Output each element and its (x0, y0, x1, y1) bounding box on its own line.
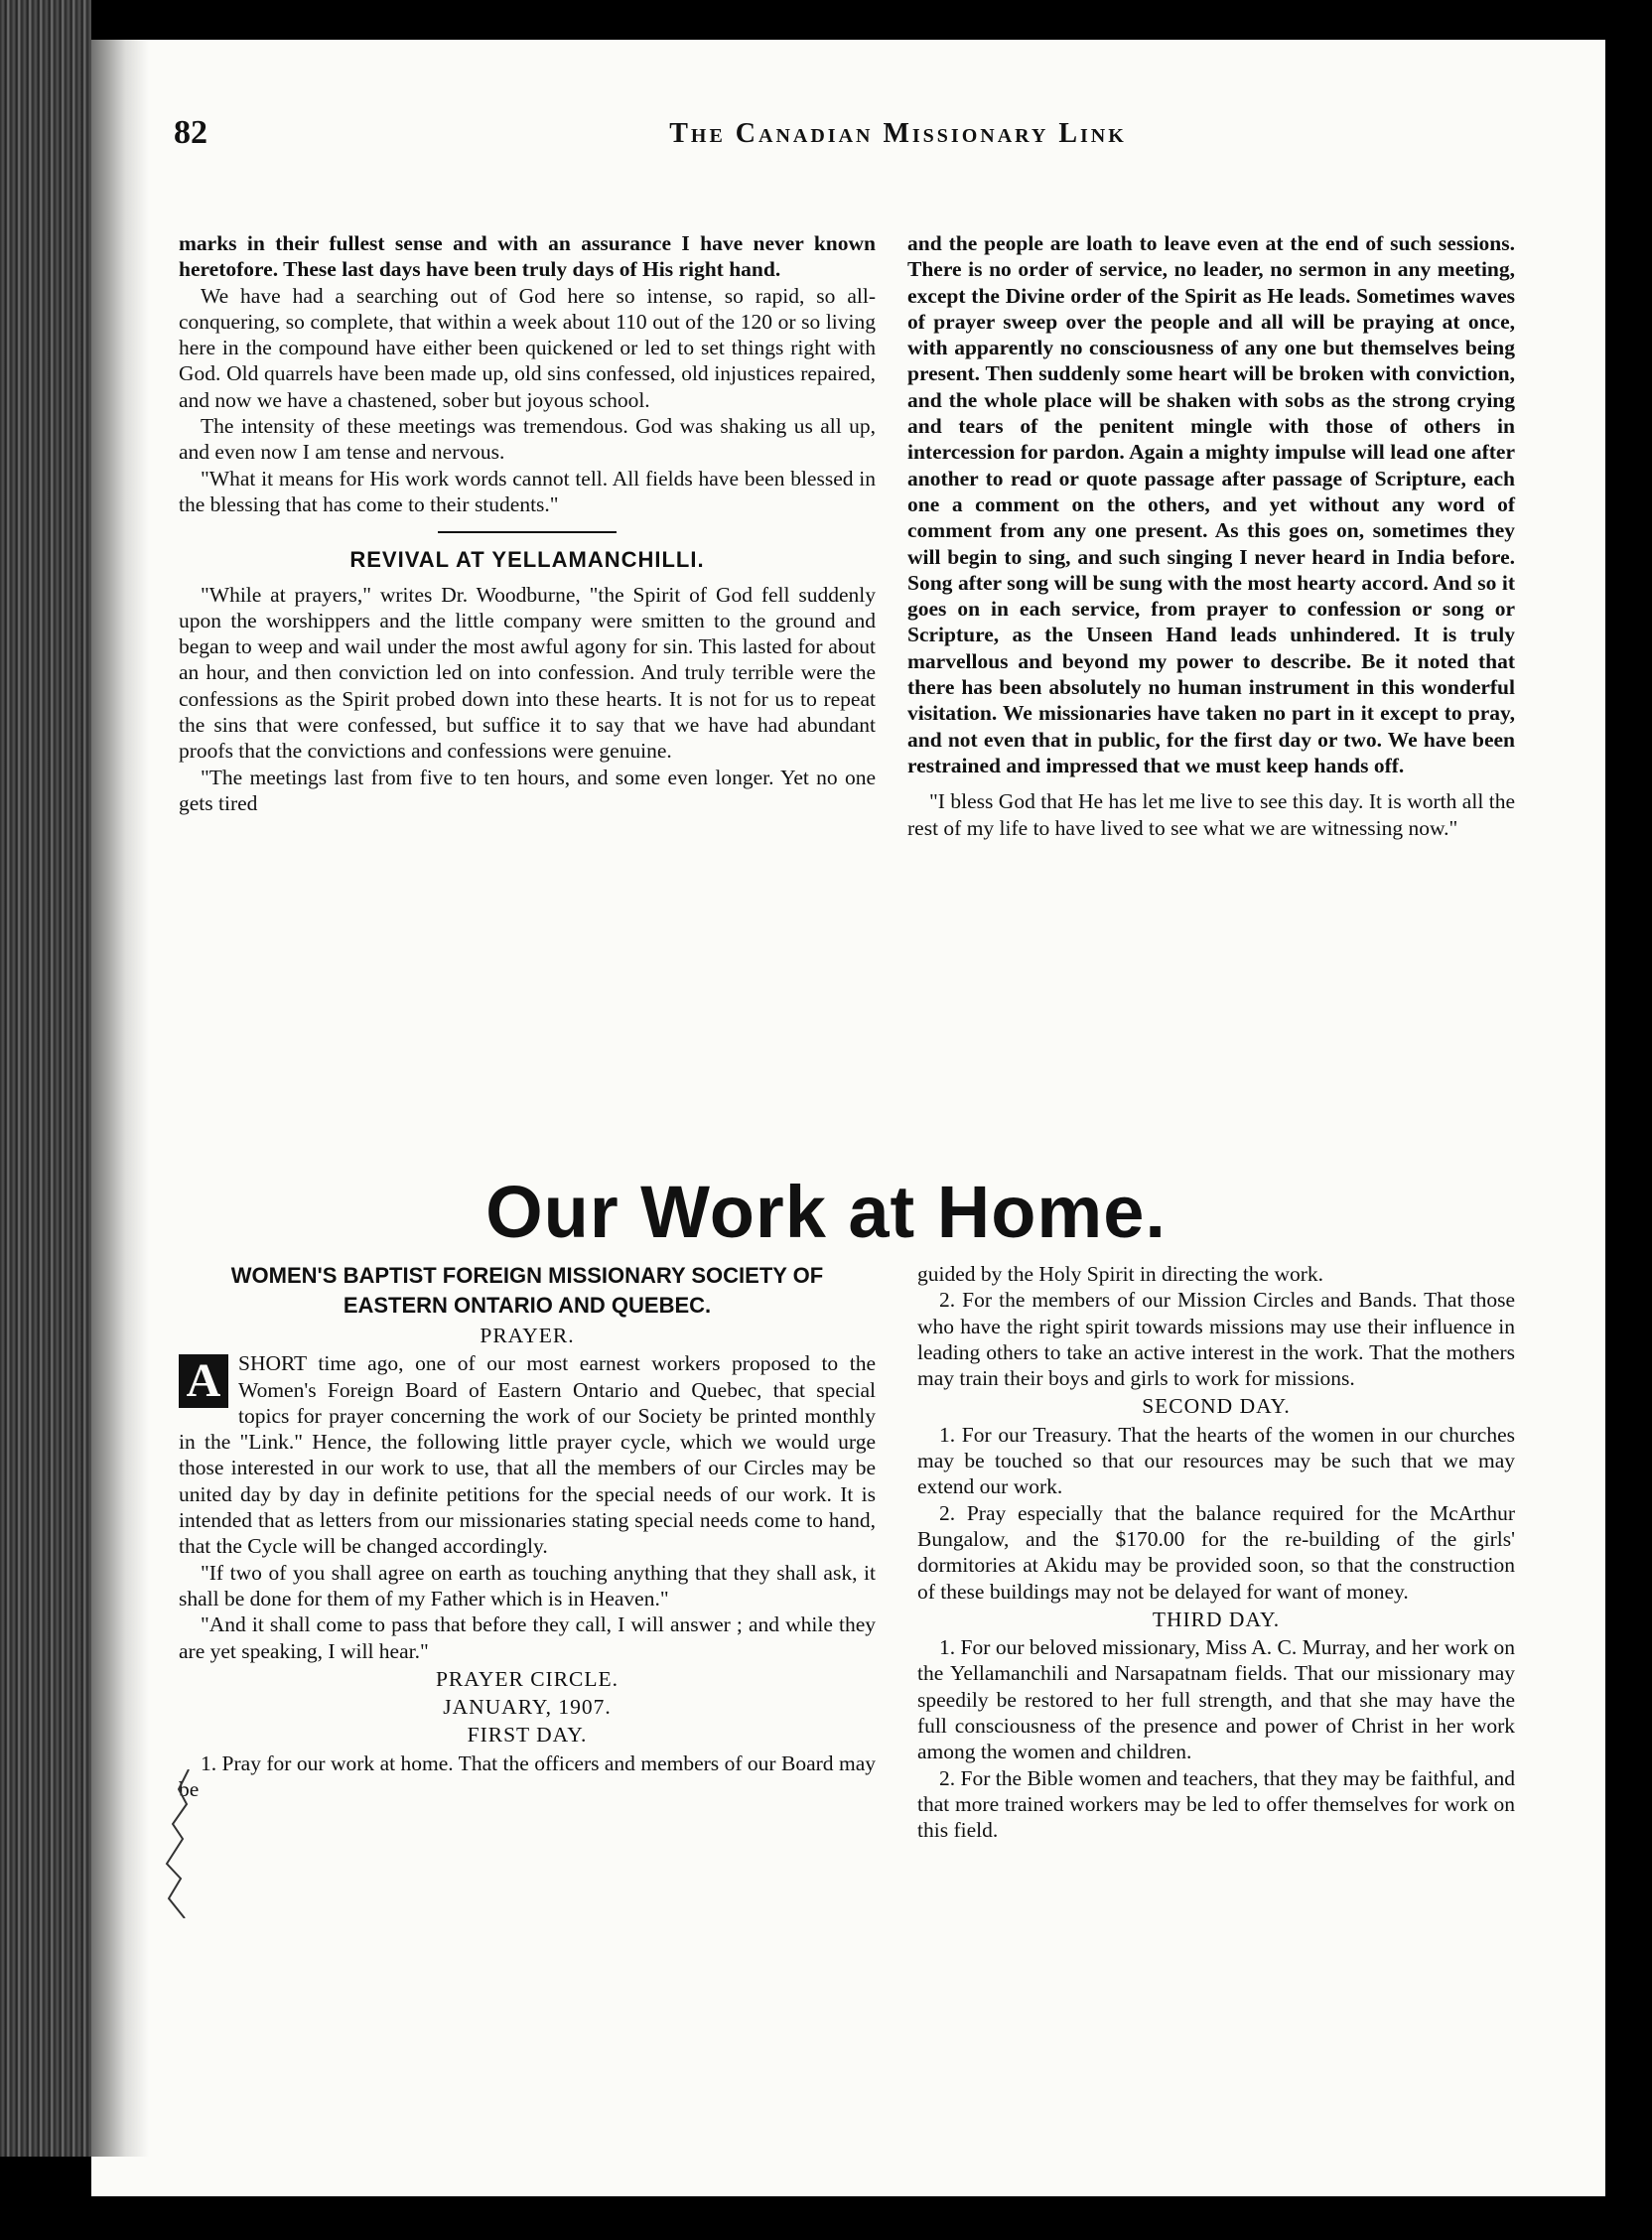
column-top-right (907, 230, 1515, 841)
paragraph: 2. Pray especially that the balance required for the McArthur Bungalow, and the $170.00 for the re-building of the girls' dormitories at Akidu may be provided soon, so that the construction of these buildings may not be delayed for want of money. (917, 1500, 1515, 1604)
paragraph: "I bless God that He has let me live to see this day. It is worth all the rest of my life to have lived to see what we are witnessing now." (907, 789, 1515, 840)
pencil-mark (159, 1769, 199, 1918)
paragraph: We have had a searching out of God here so intense, so rapid, so all-conquering, so complete, that within a week about 110 out of the 120 or so living here in the compound have either been quickened or led to set things right with God. Old quarrels have been made up, old sins confessed, old injustices repaired, and now we have a chastened, sober but joyous school. (179, 283, 876, 412)
page-number: 82 (174, 114, 207, 151)
page-header (174, 114, 1622, 164)
subheading: PRAYER CIRCLE. (435, 1666, 620, 1691)
paragraph-text: SHORT time ago, one of our most earnest workers proposed to the Women's Foreign Board of Eastern Ontario and Quebec, that special topics for prayer concerning the work of our Society be printed monthly in the "Link." Hence, the following little prayer cycle, which we would urge those interested in our work to use, that all the members of our Circles may be united day by day in definite petitions for the special needs of our work. It is intended that as letters from our missionaries stating special needs come to hand, that the Cycle will be changed accordingly. (179, 1351, 876, 1559)
paragraph: "The meetings last from five to ten hours, and some even longer. Yet no one gets tired (179, 765, 876, 815)
running-title: The Canadian Missionary Link (669, 118, 1127, 149)
subheading: PRAYER. (480, 1324, 575, 1347)
subheading: THIRD DAY. (1152, 1607, 1281, 1631)
paragraph: "And it shall come to pass that before they call, I will answer ; and while they are yet speaking, I will hear." (179, 1612, 876, 1663)
drop-cap: A (179, 1354, 228, 1408)
subheading: JANUARY, 1907. (443, 1695, 612, 1720)
paragraph: "What it means for His work words cannot tell. All fields have been blessed in the blessing that has come to their students." (179, 466, 876, 516)
paragraph: 1. For our Treasury. That the hearts of the women in our churches may be touched so that our resources may be such that we may extend our work. (917, 1422, 1515, 1499)
book-binding (0, 0, 91, 2157)
paragraph: 1. Pray for our work at home. That the officers and members of our Board may be (179, 1750, 876, 1802)
paragraph: The intensity of these meetings was tremendous. God was shaking us all up, and even now I am tense and nervous. (179, 414, 876, 465)
paragraph: marks in their fullest sense and with an assurance I have never known heretofore. These last days have been truly days of His right hand. (179, 231, 876, 282)
column-top-left (179, 230, 876, 816)
paragraph: guided by the Holy Spirit in directing the work. (917, 1262, 1324, 1286)
paragraph: "While at prayers," writes Dr. Woodburne, "the Spirit of God fell suddenly upon the worshippers and the little company were smitten to the ground and began to weep and wail under the most awful agony for sin. This lasted for about an hour, and then conviction led on into confession. And truly terrible were the confessions as the Spirit probed down into these hearts. It is not for us to repeat the sins that were confessed, but suffice it to say that we have had abundant proofs that the convictions and confessions were genuine. (179, 582, 876, 764)
paragraph (179, 1350, 876, 1559)
organization-title: WOMEN'S BAPTIST FOREIGN MISSIONARY SOCIETY OF EASTERN ONTARIO AND QUEBEC. (230, 1263, 824, 1318)
subheading: FIRST DAY. (467, 1723, 588, 1748)
gutter-shadow (91, 0, 149, 2157)
paragraph: 1. For our beloved missionary, Miss A. C. Murray, and her work on the Yellamanchili and Narsapatnam fields. That our missionary may speedily be restored to her full strength, and that she may have the full consciousness of the presence and power of Christ in her work among the women and children. (917, 1635, 1515, 1764)
subheading: SECOND DAY. (1142, 1394, 1291, 1419)
divider-rule (438, 531, 617, 533)
column-bottom-left (179, 1261, 876, 1802)
column-bottom-right (917, 1261, 1515, 1844)
paragraph: 2. For the Bible women and teachers, that they may be faithful, and that more trained workers may be led to offer themselves for work on this field. (917, 1765, 1515, 1843)
section-title: REVIVAL AT YELLAMANCHILLI. (349, 547, 705, 573)
paragraph: and the people are loath to leave even at the end of such sessions. There is no order of service, no leader, no sermon in any meeting, except the Divine order of the Spirit as He leads. Sometimes waves of prayer sweep over the people and all will be praying at once, with apparently no consciousness of any one but themselves being present. Then suddenly some heart will be broken with conviction, and the whole place will be shaken with sobs as the strong crying and tears of the penitent mingle with those of others in intercession for pardon. Again a mighty impulse will lead one after another to read or quote passage after passage of Scripture, each one a comment on the others, and yet without any word of comment from any one present. As this goes on, sometimes they will begin to sing, and such singing I never heard in India before. Song after song will be sung with the most hearty accord. And so it goes on in each service, from prayer to confession or song or Scripture, as the Unseen Hand leads unhindered. It is truly marvellous and beyond my power to describe. Be it noted that there has been absolutely no human instrument in this wonderful visitation. We missionaries have taken no part in it except to pray, and not even that in public, for the first day or two. We have been restrained and impressed that we must keep hands off. (907, 231, 1515, 777)
paragraph: "If two of you shall agree on earth as touching anything that they shall ask, it shall be done for them of my Father which is in Heaven." (179, 1560, 876, 1610)
paragraph: 2. For the members of our Mission Circles and Bands. That those who have the right spirit towards missions may use their influence in leading others to take an active interest in the work. That the mothers may train their boys and girls to work for missions. (917, 1288, 1515, 1391)
main-heading: Our Work at Home. (485, 1171, 1167, 1253)
